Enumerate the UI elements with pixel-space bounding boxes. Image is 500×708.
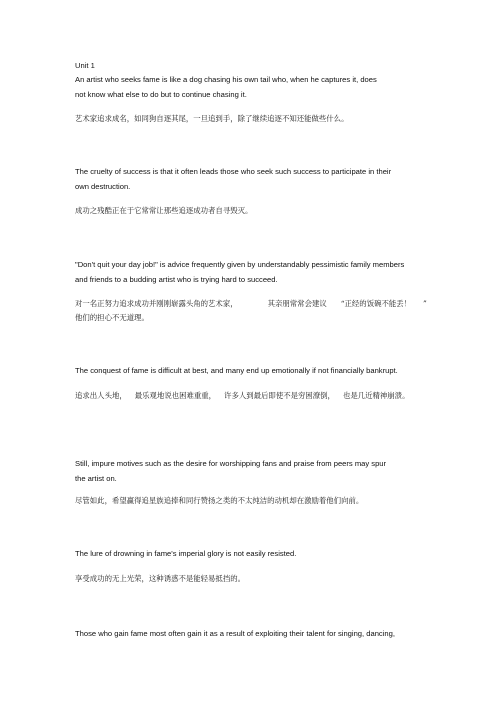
passage-2-zh: 成功之残酷正在于它常常让那些追逐成功者自寻毁灭。	[75, 206, 253, 215]
passage-1-en-line-2: not know what else to do but to continue chasing it.	[75, 90, 247, 99]
unit-heading: Unit 1	[75, 61, 95, 70]
passage-4-zh	[75, 391, 409, 401]
passage-3-en-line-1: "Don't quit your day job!" is advice frequently given by understandably pessimistic family members	[75, 260, 405, 269]
passage-7-en-line-1: Those who gain fame most often gain it as a result of exploiting their talent for singing, dancing,	[75, 629, 395, 638]
passage-2-en-line-2: own destruction.	[75, 182, 131, 191]
passage-1-en-line-1: An artist who seeks fame is like a dog chasing his own tail who, when he captures it, does	[75, 75, 377, 84]
passage-4-zh-part-1: 追求出人头地，	[75, 391, 127, 400]
passage-6-zh: 享受成功的无上光荣，这种诱惑不是能轻易抵挡的。	[75, 574, 245, 583]
passage-4-zh-part-3: 许多人到最后即使不是穷困潦倒，	[224, 391, 335, 400]
passage-3-zh-part-1: 对一名正努力追求成功并刚刚崭露头角的艺术家，	[75, 299, 238, 308]
passage-4-zh-part-4: 也是几近精神崩溃。	[342, 391, 410, 400]
passage-5-en-line-2: the artist on.	[75, 474, 117, 483]
passage-3-zh-part-3: “正经的饭碗不能丢！	[340, 299, 412, 308]
passage-2-en-line-1: The cruelty of success is that it often leads those who seek such success to participate in their	[75, 167, 392, 176]
passage-4-zh-part-2: 最乐观地说也困难重重，	[134, 391, 217, 400]
passage-6-en-line-1: The lure of drowning in fame's imperial glory is not easily resisted.	[75, 549, 297, 558]
passage-3-zh-line-2: 他们的担心不无道理。	[75, 313, 149, 322]
passage-5-en-line-1: Still, impure motives such as the desire for worshipping fans and praise from peers may spur	[75, 459, 387, 468]
passage-3-en-line-2: and friends to a budding artist who is trying hard to succeed.	[75, 275, 278, 284]
passage-4-en-line-1: The conquest of fame is difficult at best, and many end up emotionally if not financially bankrupt.	[75, 366, 398, 375]
passage-5-zh: 尽管如此，希望赢得追星族追捧和同行赞扬之类的不太纯洁的动机却在激励着他们向前。	[75, 496, 364, 505]
passage-3-zh-part-4: ”	[423, 299, 427, 308]
passage-1-zh: 艺术家追求成名，如同狗自逐其尾，一旦追到手，除了继续追逐不知还能做些什么。	[75, 114, 349, 123]
passage-3-zh-line-1	[75, 299, 427, 309]
passage-3-zh-part-2: 其亲朋常常会建议	[267, 299, 327, 308]
